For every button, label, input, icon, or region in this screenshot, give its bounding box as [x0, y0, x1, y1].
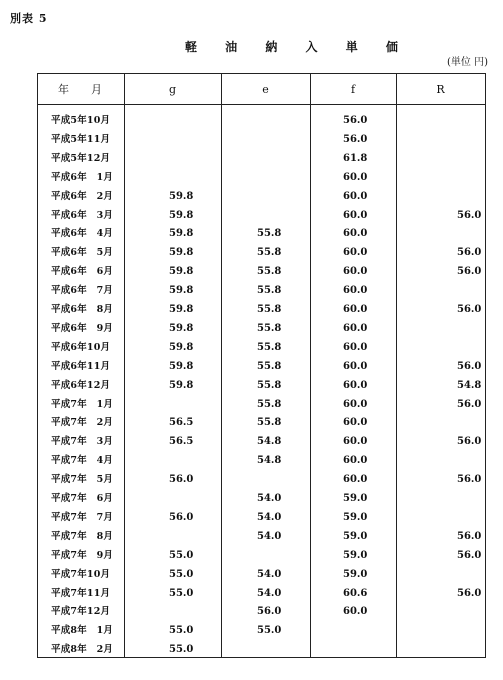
- cell-e: 55.8: [257, 322, 282, 334]
- cell-g: 56.5: [169, 436, 194, 448]
- cell-f: 56.0: [343, 133, 368, 145]
- cell-f: 60.0: [343, 417, 368, 429]
- cell-g: 55.0: [169, 587, 194, 599]
- cell-f: 60.0: [343, 304, 368, 315]
- table-row: [38, 396, 485, 415]
- row-date: 平成5年11月: [51, 133, 111, 145]
- cell-r: 56.0: [457, 304, 482, 315]
- table-row: [38, 566, 485, 585]
- price-table: [37, 73, 486, 658]
- cell-g: 59.8: [169, 322, 194, 334]
- cell-r: 54.8: [457, 379, 482, 391]
- column-header-r: R: [436, 82, 445, 96]
- row-date: 平成6年 4月: [51, 228, 114, 240]
- cell-e: 55.8: [257, 304, 282, 315]
- row-date: 平成6年 8月: [51, 304, 114, 315]
- cell-g: 59.8: [169, 379, 194, 391]
- column-header-f: f: [350, 82, 356, 96]
- cell-f: 59.0: [343, 549, 368, 561]
- header-divider: [38, 104, 485, 105]
- row-date: 平成6年 6月: [51, 266, 114, 278]
- table-row: [38, 112, 485, 131]
- table-row: [38, 547, 485, 566]
- row-date: 平成8年 2月: [51, 644, 114, 656]
- row-date: 平成6年11月: [51, 360, 111, 372]
- cell-g: 56.0: [169, 474, 194, 486]
- table-row: [38, 528, 485, 547]
- cell-g: 56.0: [169, 511, 194, 523]
- cell-f: 60.0: [343, 247, 368, 259]
- cell-r: 56.0: [457, 549, 482, 561]
- cell-g: 59.8: [169, 209, 194, 221]
- cell-g: 55.0: [169, 625, 194, 637]
- cell-f: 60.0: [343, 360, 368, 372]
- cell-g: 59.8: [169, 304, 194, 315]
- row-date: 平成6年10月: [51, 341, 111, 353]
- cell-f: 60.0: [343, 266, 368, 278]
- unit-label: (単位 円): [447, 57, 488, 68]
- cell-e: 55.8: [257, 417, 282, 429]
- cell-f: 59.0: [343, 511, 368, 523]
- cell-g: 56.5: [169, 417, 194, 429]
- cell-g: 59.8: [169, 360, 194, 372]
- cell-e: 55.8: [257, 285, 282, 297]
- cell-f: 60.6: [343, 587, 368, 599]
- cell-f: 59.0: [343, 530, 368, 542]
- row-date: 平成7年 5月: [51, 474, 114, 486]
- cell-f: 60.0: [343, 209, 368, 221]
- cell-e: 54.8: [257, 436, 282, 448]
- cell-g: 59.8: [169, 228, 194, 240]
- cell-g: 59.8: [169, 247, 194, 259]
- row-date: 平成6年 7月: [51, 285, 114, 297]
- row-date: 平成6年 2月: [51, 190, 114, 202]
- table-row: [38, 585, 485, 604]
- cell-e: 55.0: [257, 625, 282, 637]
- cell-f: 60.0: [343, 455, 368, 467]
- table-row: [38, 641, 485, 660]
- row-date: 平成6年12月: [51, 379, 111, 391]
- cell-e: 55.8: [257, 360, 282, 372]
- cell-r: 56.0: [457, 266, 482, 278]
- cell-e: 55.8: [257, 247, 282, 259]
- cell-g: 59.8: [169, 285, 194, 297]
- cell-r: 56.0: [457, 530, 482, 542]
- row-date: 平成6年 1月: [51, 171, 114, 183]
- table-row: [38, 169, 485, 188]
- cell-f: 60.0: [343, 474, 368, 486]
- cell-e: 54.0: [257, 568, 282, 580]
- table-row: [38, 225, 485, 244]
- cell-e: 54.0: [257, 530, 282, 542]
- table-row: [38, 452, 485, 471]
- cell-r: 56.0: [457, 398, 482, 410]
- cell-g: 59.8: [169, 190, 194, 202]
- table-row: [38, 509, 485, 528]
- cell-f: 61.8: [343, 152, 368, 164]
- table-row: [38, 282, 485, 301]
- row-date: 平成7年12月: [51, 606, 111, 618]
- cell-e: 55.8: [257, 398, 282, 410]
- row-date: 平成7年 7月: [51, 511, 114, 523]
- table-row: [38, 433, 485, 452]
- cell-r: 56.0: [457, 247, 482, 259]
- cell-e: 56.0: [257, 606, 282, 618]
- cell-e: 54.0: [257, 511, 282, 523]
- cell-r: 56.0: [457, 209, 482, 221]
- table-row: [38, 301, 485, 320]
- cell-f: 60.0: [343, 341, 368, 353]
- cell-g: 59.8: [169, 266, 194, 278]
- row-date: 平成7年 9月: [51, 549, 114, 561]
- table-row: [38, 188, 485, 207]
- cell-g: 55.0: [169, 644, 194, 656]
- cell-f: 59.0: [343, 568, 368, 580]
- cell-e: 55.8: [257, 379, 282, 391]
- cell-r: 56.0: [457, 587, 482, 599]
- table-row: [38, 131, 485, 150]
- page-title: 軽 油 納 入 単 価: [185, 40, 410, 54]
- row-date: 平成7年 3月: [51, 436, 114, 448]
- table-row: [38, 414, 485, 433]
- table-row: [38, 263, 485, 282]
- cell-f: 56.0: [343, 115, 368, 126]
- table-row: [38, 207, 485, 226]
- cell-r: 56.0: [457, 360, 482, 372]
- table-row: [38, 377, 485, 396]
- cell-g: 55.0: [169, 549, 194, 561]
- row-date: 平成6年 3月: [51, 209, 114, 221]
- cell-g: 59.8: [169, 341, 194, 353]
- table-row: [38, 490, 485, 509]
- row-date: 平成7年 2月: [51, 417, 114, 429]
- table-row: [38, 320, 485, 339]
- table-row: [38, 244, 485, 263]
- column-header-e: e: [262, 82, 269, 96]
- cell-f: 60.0: [343, 606, 368, 618]
- cell-g: 55.0: [169, 568, 194, 580]
- table-row: [38, 339, 485, 358]
- cell-f: 60.0: [343, 398, 368, 410]
- table-row: [38, 622, 485, 641]
- row-date: 平成8年 1月: [51, 625, 114, 637]
- table-row: [38, 603, 485, 622]
- row-date: 平成7年 8月: [51, 530, 114, 542]
- cell-e: 54.8: [257, 455, 282, 467]
- row-date: 平成7年 1月: [51, 398, 114, 410]
- cell-f: 60.0: [343, 322, 368, 334]
- cell-e: 55.8: [257, 228, 282, 240]
- column-header-g: g: [168, 82, 177, 96]
- cell-e: 54.0: [257, 493, 282, 504]
- cell-f: 60.0: [343, 285, 368, 297]
- cell-e: 55.8: [257, 266, 282, 278]
- cell-r: 56.0: [457, 436, 482, 448]
- cell-e: 54.0: [257, 587, 282, 599]
- row-date: 平成6年 9月: [51, 322, 114, 334]
- table-row: [38, 471, 485, 490]
- page-label: 別表 5: [10, 12, 48, 25]
- cell-f: 60.0: [343, 190, 368, 202]
- row-date: 平成5年12月: [51, 152, 111, 164]
- cell-f: 60.0: [343, 228, 368, 240]
- row-date: 平成6年 5月: [51, 247, 114, 259]
- table-row: [38, 150, 485, 169]
- cell-e: 55.8: [257, 341, 282, 353]
- row-date: 平成7年11月: [51, 587, 111, 599]
- row-date: 平成7年 6月: [51, 493, 114, 504]
- table-row: [38, 358, 485, 377]
- row-date: 平成5年10月: [51, 115, 111, 126]
- cell-f: 60.0: [343, 436, 368, 448]
- row-date: 平成7年10月: [51, 568, 111, 580]
- cell-f: 60.0: [343, 379, 368, 391]
- cell-f: 60.0: [343, 171, 368, 183]
- cell-f: 59.0: [343, 493, 368, 504]
- column-header-date: 年 月: [58, 83, 102, 96]
- cell-r: 56.0: [457, 474, 482, 486]
- row-date: 平成7年 4月: [51, 455, 114, 467]
